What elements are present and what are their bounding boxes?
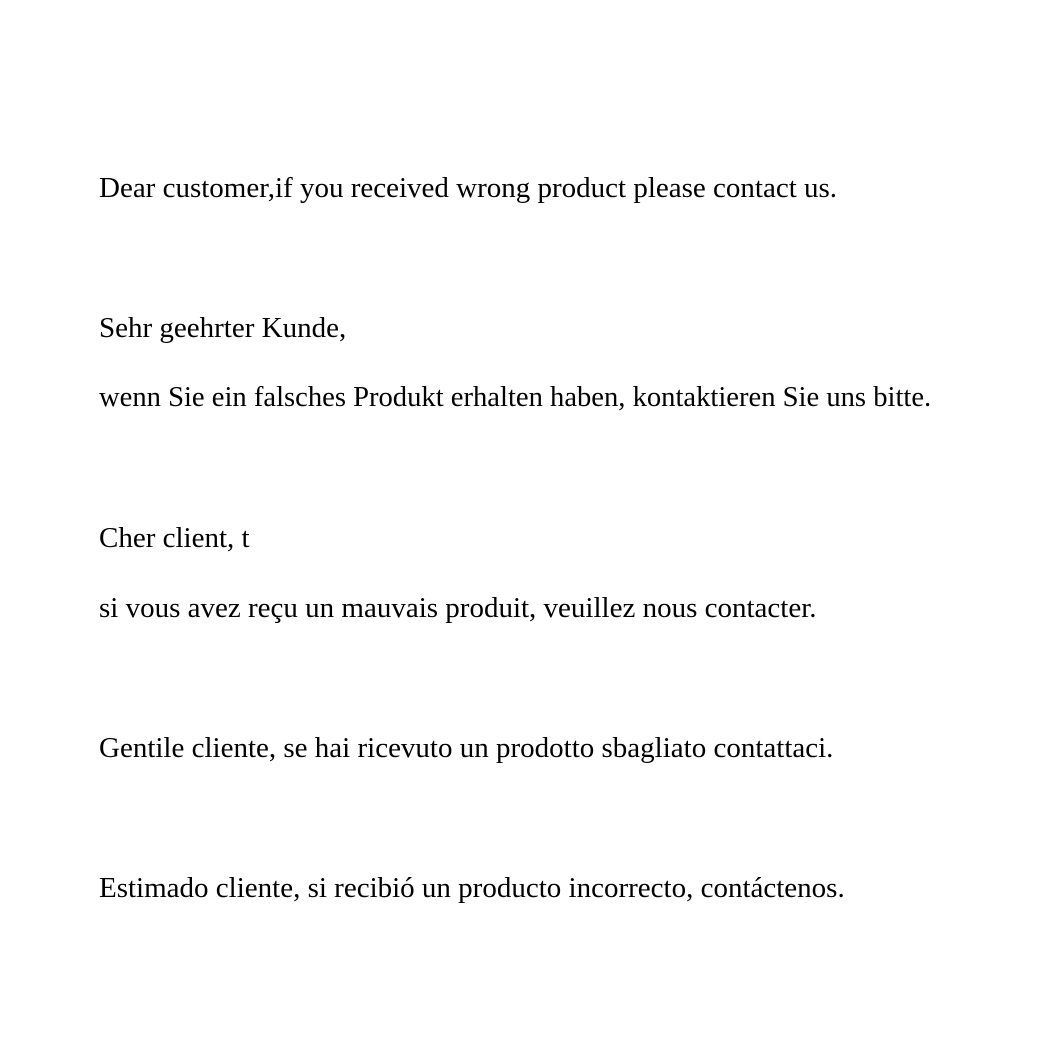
french-message: si vous avez reçu un mauvais produit, veuillez nous contacter. [99, 592, 817, 624]
english-message: Dear customer,if you received wrong product please contact us. [99, 172, 838, 204]
german-greeting: Sehr geehrter Kunde, [99, 312, 347, 344]
italian-message: Gentile cliente, se hai ricevuto un prodotto sbagliato contattaci. [99, 732, 834, 764]
spanish-message: Estimado cliente, si recibió un producto incorrecto, contáctenos. [99, 872, 845, 904]
french-greeting: Cher client, t [99, 522, 250, 554]
german-message: wenn Sie ein falsches Produkt erhalten haben, kontaktieren Sie uns bitte. [99, 382, 932, 413]
